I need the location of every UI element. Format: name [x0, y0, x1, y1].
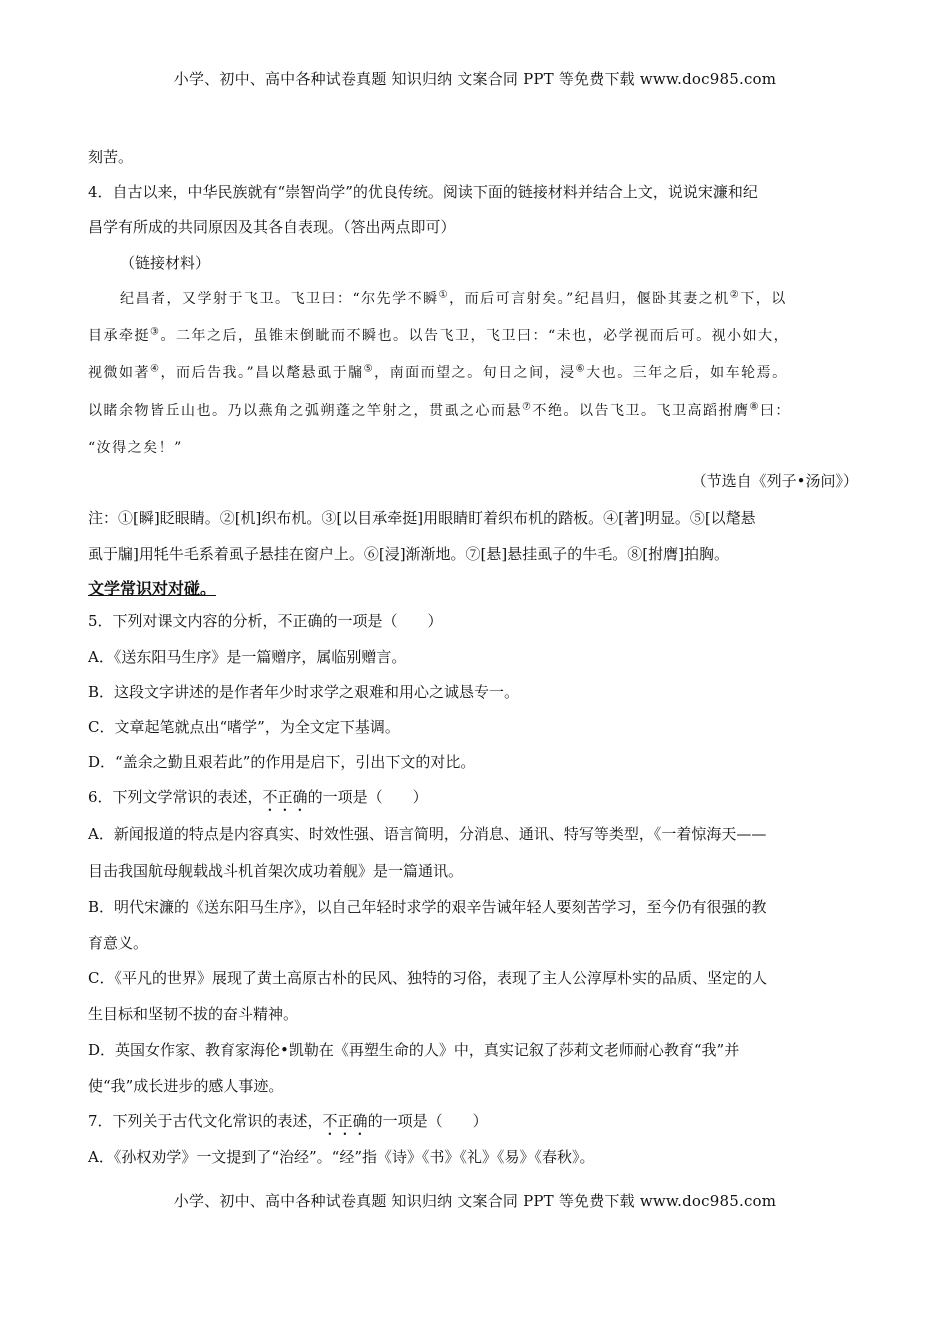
option-c: C．《平凡的世界》展现了黄土高原古朴的民风、独特的习俗，表现了主人公淳厚朴实的品质、坚定的人: [88, 969, 767, 987]
text-line: 生目标和坚韧不拔的奋斗精神。: [88, 1005, 299, 1023]
question-4: 4．自古以来，中华民族就有“崇智尚学”的优良传统。阅读下面的链接材料并结合上文，说说宋濂和纪: [88, 183, 758, 201]
text-line: 目击我国航母舰载战斗机首架次成功着舰》是一篇通讯。: [88, 862, 464, 880]
question-7: 7．下列关于古代文化常识的表述，不正确的一项是（ ）: [88, 1112, 488, 1130]
annotation-line: 注：①[瞬]眨眼睛。②[机]织布机。③[以目承牵挺]用眼睛盯着织布机的踏板。④[著]明显。⑤[以氂悬: [88, 509, 756, 527]
text-line: 昌学有所成的共同原因及其各自表现。（答出两点即可）: [88, 218, 456, 236]
classical-passage-line: 目承牵挺③。二年之后，虽锥末倒眦而不瞬也。以告飞卫，飞卫曰：“未也，必学视而后可。视小如大，: [88, 326, 790, 344]
page-footer: 小学、初中、高中各种试卷真题 知识归纳 文案合同 PPT 等免费下载 www.doc985.com: [173, 1192, 777, 1210]
emphasis-text: 不正确: [322, 1112, 368, 1130]
page-header: 小学、初中、高中各种试卷真题 知识归纳 文案合同 PPT 等免费下载 www.doc985.com: [173, 70, 777, 88]
question-5: 5．下列对课文内容的分析，不正确的一项是（ ）: [88, 612, 443, 630]
option-a: A．《孙权劝学》一文提到了“治经”。“经”指《诗》《书》《礼》《易》《春秋》。: [88, 1148, 595, 1166]
material-label: （链接材料）: [120, 254, 211, 272]
classical-passage-line: 视微如著④，而后告我。”昌以氂悬虱于牖⑤，南面而望之。旬日之间，浸⑥大也。三年之后，如车轮焉。: [88, 363, 788, 381]
option-b: B．这段文字讲述的是作者年少时求学之艰难和用心之诚恳专一。: [88, 683, 520, 701]
option-c: C．文章起笔就点出“嗜学”，为全文定下基调。: [88, 718, 400, 736]
text-line: 使“我”成长进步的感人事迹。: [88, 1077, 284, 1095]
option-a: A．新闻报道的特点是内容真实、时效性强、语言简明，分消息、通讯、特写等类型，《一着惊海天——: [88, 825, 767, 843]
classical-passage-line: 以睹余物皆丘山也。乃以燕角之弧朔蓬之竿射之，贯虱之心而悬⑦不绝。以告飞卫。飞卫高蹈拊膺⑧曰：: [88, 401, 791, 419]
passage-source: （节选自《列子•汤问》）: [691, 472, 858, 490]
emphasis-text: 不正确: [262, 788, 308, 806]
option-a: A．《送东阳马生序》是一篇赠序，属临别赠言。: [88, 648, 407, 666]
option-b: B．明代宋濂的《送东阳马生序》，以自己年轻时求学的艰辛告诫年轻人要刻苦学习，至今仍有很强的教: [88, 898, 767, 916]
question-6: 6．下列文学常识的表述，不正确的一项是（ ）: [88, 788, 428, 806]
text-line: 刻苦。: [88, 148, 134, 166]
classical-passage-line: 纪昌者，又学射于飞卫。飞卫曰：“尔先学不瞬①，而后可言射矣。”纪昌归，偃卧其妻之机②下，以: [120, 289, 787, 307]
text-line: 育意义。: [88, 934, 149, 952]
classical-passage-line: “汝得之矣！”: [88, 440, 183, 456]
option-d: D．“盖余之勤且艰若此”的作用是启下，引出下文的对比。: [88, 753, 476, 771]
option-d: D．英国女作家、教育家海伦•凯勒在《再塑生命的人》中，真实记叙了莎莉文老师耐心教育“我”并: [88, 1041, 740, 1059]
section-title: 文学常识对对碰。: [88, 579, 217, 598]
annotation-line: 虱于牖]用牦牛毛系着虱子悬挂在窗户上。⑥[浸]渐渐地。⑦[悬]悬挂虱子的牛毛。⑧[拊膺]拍胸。: [88, 545, 729, 563]
